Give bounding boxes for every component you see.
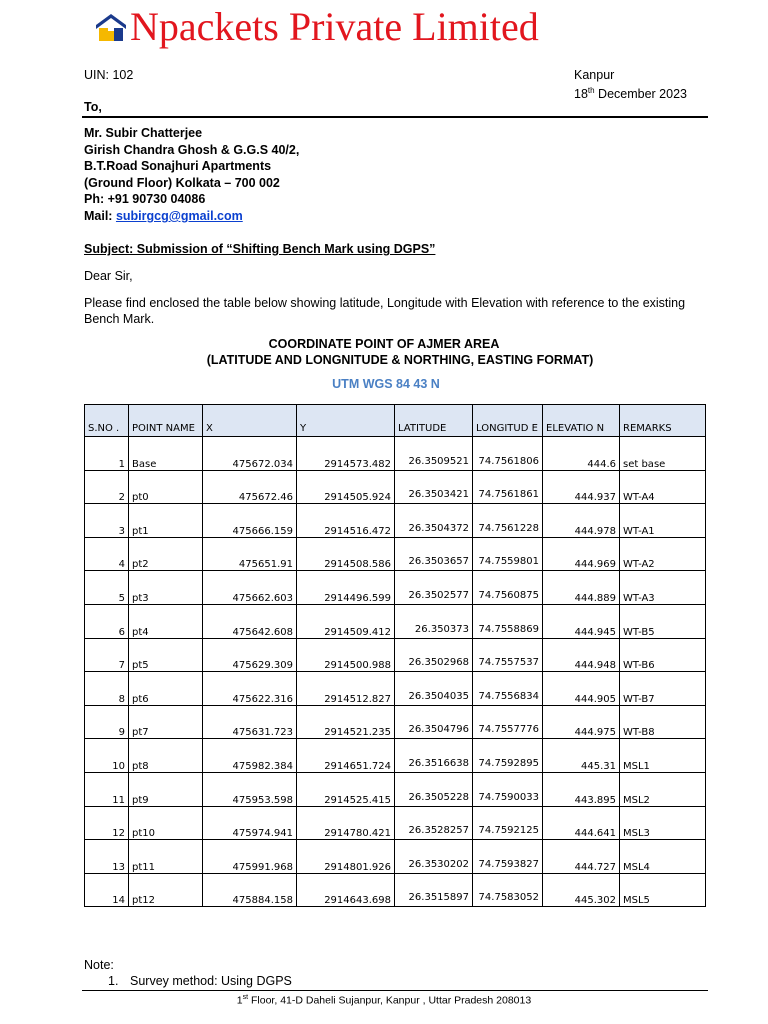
- cell-latitude: 26.3530202: [395, 840, 473, 874]
- address-line-3: (Ground Floor) Kolkata – 700 002: [84, 175, 280, 190]
- cell-remarks: MSL2: [620, 772, 706, 806]
- cell-y: 2914509.412: [297, 604, 395, 638]
- cell-elevation: 444.948: [543, 638, 620, 672]
- subject-line: Subject: Submission of “Shifting Bench Mark using DGPS”: [84, 242, 436, 256]
- date-month-year: December 2023: [594, 87, 687, 102]
- cell-remarks: WT-A2: [620, 537, 706, 571]
- table-row: [85, 537, 706, 571]
- date-day: 18: [574, 87, 588, 102]
- cell-sno: 2: [85, 470, 129, 504]
- recipient-name: Mr. Subir Chatterjee: [84, 126, 203, 140]
- cell-y: 2914505.924: [297, 470, 395, 504]
- cell-x: 475622.316: [203, 672, 297, 706]
- cell-x: 475666.159: [203, 504, 297, 538]
- cell-point-name: Base: [129, 437, 203, 471]
- date-suffix: th: [587, 86, 595, 95]
- cell-x: 475672.034: [203, 437, 297, 471]
- cell-x: 475662.603: [203, 571, 297, 605]
- cell-sno: 1: [85, 437, 129, 471]
- cell-point-name: pt11: [129, 840, 203, 874]
- cell-x: 475642.608: [203, 604, 297, 638]
- cell-latitude: 26.3509521: [395, 437, 473, 471]
- cell-elevation: 444.889: [543, 571, 620, 605]
- cell-sno: 3: [85, 504, 129, 538]
- table-row: [85, 571, 706, 605]
- email-link[interactable]: subirgcg@gmail.com: [115, 208, 243, 223]
- cell-point-name: pt4: [129, 604, 203, 638]
- cell-latitude: 26.3504796: [395, 705, 473, 739]
- table-row: [85, 437, 706, 471]
- cell-remarks: MSL4: [620, 840, 706, 874]
- cell-point-name: pt9: [129, 772, 203, 806]
- cell-point-name: pt8: [129, 739, 203, 773]
- city: Kanpur: [574, 68, 615, 82]
- cell-y: 2914516.472: [297, 504, 395, 538]
- cell-latitude: 26.3515897: [395, 873, 473, 907]
- company-name: Npackets Private Limited: [130, 4, 539, 49]
- cell-longitude: 74.7561806: [473, 437, 543, 471]
- cell-latitude: 26.3502577: [395, 571, 473, 605]
- letterhead: [94, 2, 539, 52]
- cell-latitude: 26.3505228: [395, 772, 473, 806]
- header-latitude: LATITUDE: [395, 405, 473, 437]
- table-row: [85, 705, 706, 739]
- cell-longitude: 74.7557776: [473, 705, 543, 739]
- cell-y: 2914780.421: [297, 806, 395, 840]
- table-title: COORDINATE POINT OF AJMER AREA: [268, 337, 500, 351]
- cell-elevation: 444.727: [543, 840, 620, 874]
- cell-elevation: 444.945: [543, 604, 620, 638]
- cell-latitude: 26.3504035: [395, 672, 473, 706]
- greeting: Dear Sir,: [84, 269, 133, 283]
- cell-elevation: 445.31: [543, 739, 620, 773]
- header-longitude: LONGITUD E: [473, 405, 543, 437]
- footer-address: [0, 994, 768, 1007]
- table-subtitle: (LATITUDE AND LONGNITUDE & NORTHING, EASTING FORMAT): [206, 353, 594, 367]
- company-logo-icon: [94, 12, 128, 42]
- uin-number: UIN: 102: [84, 68, 134, 82]
- cell-remarks: WT-B5: [620, 604, 706, 638]
- coordinate-system-label: UTM WGS 84 43 N: [332, 377, 440, 391]
- cell-latitude: 26.3503657: [395, 537, 473, 571]
- cell-longitude: 74.7558869: [473, 604, 543, 638]
- cell-latitude: 26.350373: [395, 604, 473, 638]
- cell-y: 2914525.415: [297, 772, 395, 806]
- header-y: Y: [297, 405, 395, 437]
- cell-remarks: WT-B7: [620, 672, 706, 706]
- table-row: [85, 772, 706, 806]
- table-row: [85, 739, 706, 773]
- cell-remarks: MSL1: [620, 739, 706, 773]
- cell-latitude: 26.3528257: [395, 806, 473, 840]
- cell-remarks: MSL3: [620, 806, 706, 840]
- note-item: [108, 974, 292, 988]
- recipient-address: [84, 125, 299, 225]
- cell-sno: 10: [85, 739, 129, 773]
- cell-elevation: 444.978: [543, 504, 620, 538]
- cell-x: 475991.968: [203, 840, 297, 874]
- header-point-name: POINT NAME: [129, 405, 203, 437]
- cell-longitude: 74.7561861: [473, 470, 543, 504]
- cell-x: 475672.46: [203, 470, 297, 504]
- table-row: [85, 840, 706, 874]
- footer-floor-suffix: st: [242, 994, 249, 1001]
- cell-elevation: 444.641: [543, 806, 620, 840]
- cell-x: 475884.158: [203, 873, 297, 907]
- cell-point-name: pt7: [129, 705, 203, 739]
- to-label: To,: [84, 100, 102, 114]
- cell-y: 2914508.586: [297, 537, 395, 571]
- cell-latitude: 26.3516638: [395, 739, 473, 773]
- cell-x: 475629.309: [203, 638, 297, 672]
- address-line-2: B.T.Road Sonajhuri Apartments: [84, 159, 272, 174]
- note-label: Note:: [84, 958, 114, 972]
- table-row: [85, 873, 706, 907]
- cell-elevation: 444.905: [543, 672, 620, 706]
- header-elevation: ELEVATIO N: [543, 405, 620, 437]
- header-remarks: REMARKS: [620, 405, 706, 437]
- cell-latitude: 26.3502968: [395, 638, 473, 672]
- coordinate-table: [84, 404, 706, 907]
- cell-elevation: 444.6: [543, 437, 620, 471]
- cell-y: 2914521.235: [297, 705, 395, 739]
- cell-sno: 12: [85, 806, 129, 840]
- letter-date: [574, 83, 687, 102]
- table-header-row: [85, 405, 706, 437]
- cell-x: 475974.941: [203, 806, 297, 840]
- cell-remarks: MSL5: [620, 873, 706, 907]
- footer-address-text: Floor, 41-D Daheli Sujanpur, Kanpur , Uttar Pradesh 208013: [248, 994, 532, 1007]
- cell-y: 2914573.482: [297, 437, 395, 471]
- table-row: [85, 806, 706, 840]
- footer-floor-number: 1: [236, 994, 243, 1007]
- cell-point-name: pt6: [129, 672, 203, 706]
- cell-x: 475953.598: [203, 772, 297, 806]
- header-divider: [82, 116, 708, 118]
- cell-remarks: set base: [620, 437, 706, 471]
- table-row: [85, 638, 706, 672]
- cell-longitude: 74.7556834: [473, 672, 543, 706]
- cell-y: 2914500.988: [297, 638, 395, 672]
- cell-sno: 14: [85, 873, 129, 907]
- cell-sno: 11: [85, 772, 129, 806]
- cell-y: 2914512.827: [297, 672, 395, 706]
- cell-sno: 4: [85, 537, 129, 571]
- cell-point-name: pt3: [129, 571, 203, 605]
- table-row: [85, 504, 706, 538]
- body-paragraph: Please find enclosed the table below showing latitude, Longitude with Elevation with reference to the existing Bench Mark.: [84, 296, 686, 326]
- cell-point-name: pt0: [129, 470, 203, 504]
- header-sno: S.NO .: [85, 405, 129, 437]
- cell-point-name: pt1: [129, 504, 203, 538]
- table-row: [85, 604, 706, 638]
- cell-sno: 6: [85, 604, 129, 638]
- cell-longitude: 74.7559801: [473, 537, 543, 571]
- cell-remarks: WT-A3: [620, 571, 706, 605]
- cell-y: 2914801.926: [297, 840, 395, 874]
- header-x: X: [203, 405, 297, 437]
- cell-elevation: 445.302: [543, 873, 620, 907]
- cell-latitude: 26.3503421: [395, 470, 473, 504]
- cell-remarks: WT-B8: [620, 705, 706, 739]
- footer-divider: [82, 990, 708, 991]
- cell-longitude: 74.7592895: [473, 739, 543, 773]
- cell-elevation: 444.975: [543, 705, 620, 739]
- recipient-mail: [84, 208, 299, 225]
- cell-sno: 7: [85, 638, 129, 672]
- address-line-1: Girish Chandra Ghosh & G.G.S 40/2,: [84, 142, 300, 157]
- cell-y: 2914651.724: [297, 739, 395, 773]
- cell-remarks: WT-B6: [620, 638, 706, 672]
- cell-x: 475631.723: [203, 705, 297, 739]
- cell-point-name: pt2: [129, 537, 203, 571]
- cell-sno: 5: [85, 571, 129, 605]
- cell-longitude: 74.7561228: [473, 504, 543, 538]
- recipient-phone: Ph: +91 90730 04086: [84, 192, 206, 207]
- cell-longitude: 74.7592125: [473, 806, 543, 840]
- cell-y: 2914496.599: [297, 571, 395, 605]
- cell-remarks: WT-A4: [620, 470, 706, 504]
- cell-longitude: 74.7557537: [473, 638, 543, 672]
- cell-point-name: pt10: [129, 806, 203, 840]
- place-date: [574, 68, 687, 102]
- cell-point-name: pt12: [129, 873, 203, 907]
- cell-elevation: 444.969: [543, 537, 620, 571]
- cell-sno: 9: [85, 705, 129, 739]
- cell-longitude: 74.7583052: [473, 873, 543, 907]
- cell-elevation: 444.937: [543, 470, 620, 504]
- note-number: 1.: [108, 974, 119, 988]
- cell-longitude: 74.7593827: [473, 840, 543, 874]
- cell-point-name: pt5: [129, 638, 203, 672]
- note-text: Survey method: Using DGPS: [130, 974, 292, 988]
- cell-remarks: WT-A1: [620, 504, 706, 538]
- cell-sno: 8: [85, 672, 129, 706]
- cell-sno: 13: [85, 840, 129, 874]
- cell-latitude: 26.3504372: [395, 504, 473, 538]
- cell-x: 475651.91: [203, 537, 297, 571]
- cell-longitude: 74.7560875: [473, 571, 543, 605]
- cell-y: 2914643.698: [297, 873, 395, 907]
- cell-longitude: 74.7590033: [473, 772, 543, 806]
- mail-label: Mail:: [84, 208, 116, 223]
- table-row: [85, 672, 706, 706]
- table-row: [85, 470, 706, 504]
- cell-x: 475982.384: [203, 739, 297, 773]
- cell-elevation: 443.895: [543, 772, 620, 806]
- table-body: [85, 437, 706, 907]
